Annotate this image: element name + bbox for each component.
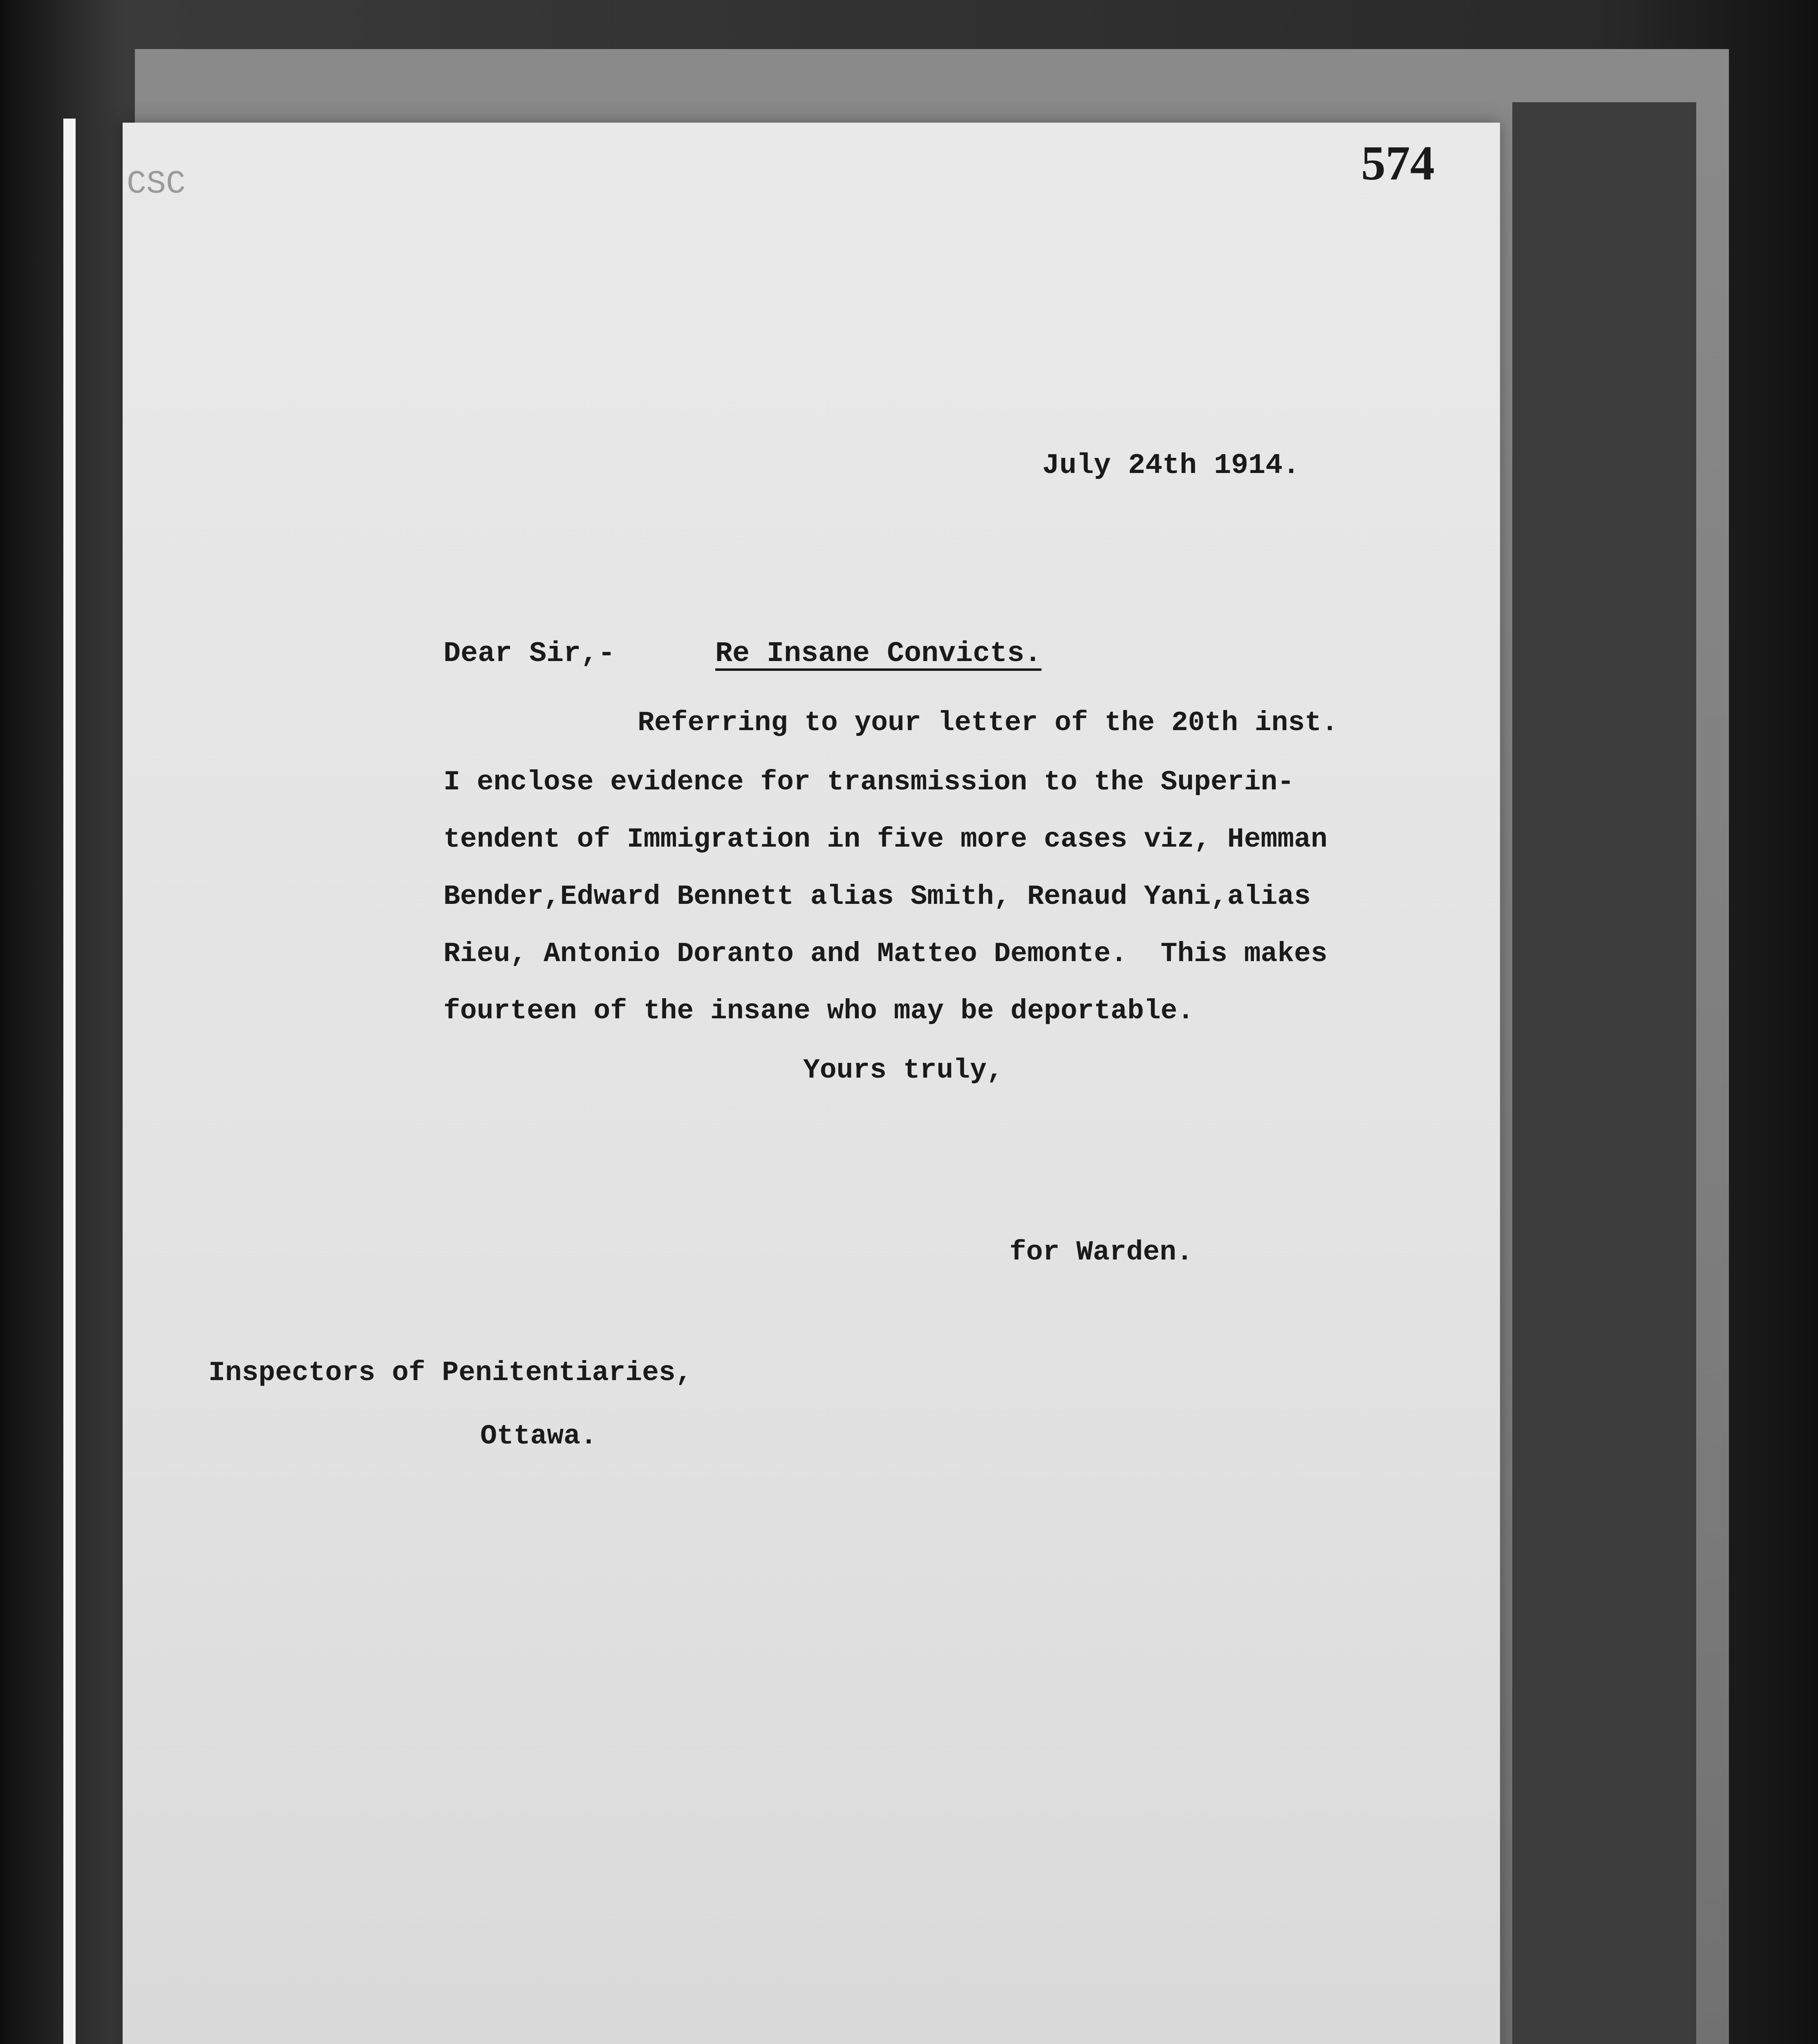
body-line: I enclose evidence for transmission to the Superin-: [443, 766, 1294, 798]
subject-line: Re Insane Convicts.: [715, 638, 1042, 670]
scan-shadow-band: [1512, 102, 1696, 2044]
page-number: 574: [1361, 136, 1435, 190]
film-edge: [63, 119, 76, 2044]
body-line: Rieu, Antonio Doranto and Matteo Demonte. This makes: [443, 938, 1328, 970]
salutation: Dear Sir,-: [443, 638, 616, 670]
body-line: fourteen of the insane who may be deportable.: [443, 995, 1194, 1027]
body-line: Referring to your letter of the 20th inst.: [638, 707, 1338, 739]
addressee-city: Ottawa.: [480, 1421, 597, 1452]
signature-line: for Warden.: [1010, 1237, 1193, 1268]
body-line: Bender,Edward Bennett alias Smith, Renaud Yani,alias: [443, 881, 1311, 912]
body-line: tendent of Immigration in five more cases viz, Hemman: [443, 824, 1328, 855]
letter-date: July 24th 1914.: [1042, 450, 1300, 482]
faded-stamp-mark: CSC: [127, 166, 186, 203]
closing: Yours truly,: [803, 1055, 1003, 1086]
addressee: Inspectors of Penitentiaries,: [208, 1357, 692, 1389]
